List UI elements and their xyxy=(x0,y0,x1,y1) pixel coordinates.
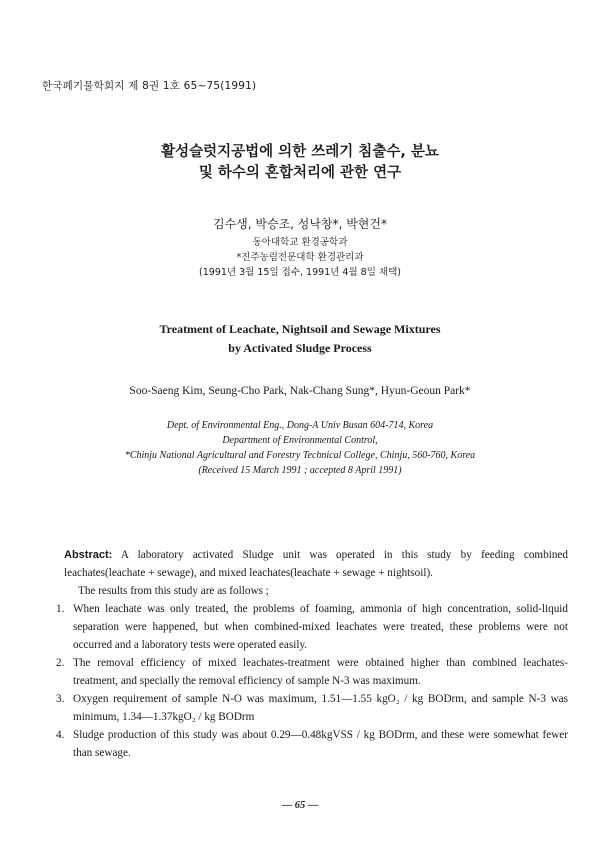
abstract-paragraph xyxy=(64,546,568,582)
abstract-intro: The results from this study are as follows ; xyxy=(78,585,269,597)
english-dates: (Received 15 March 1991 ; accepted 8 April 1991) xyxy=(198,465,402,476)
korean-affil-line-1: 동아대학교 환경공학과 xyxy=(252,237,348,248)
list-item xyxy=(56,690,568,726)
page-number: — 65 — xyxy=(281,800,319,811)
abstract-text: A laboratory activated Sludge unit was operated in this study by feeding combined leachates(leachate + sewage), and mixed leachates(leachate + sewage + nightsoil). xyxy=(64,549,568,579)
korean-title-line-2: 및 하수의 혼합처리에 관한 연구 xyxy=(198,165,402,181)
english-title-line-2: by Activated Sludge Process xyxy=(228,341,372,355)
english-affil-line-1: Dept. of Environmental Eng., Dong-A Univ Busan 604-714, Korea xyxy=(166,420,434,431)
list-item xyxy=(56,654,568,690)
english-affil-line-3: *Chinju National Agricultural and Forestry Technical College, Chinju, 560-760, Korea xyxy=(124,450,476,461)
korean-title-line-1: 활성슬럿지공법에 의한 쓰레기 침출수, 분뇨 xyxy=(161,144,439,160)
list-item-number: 2. xyxy=(56,657,65,669)
list-item-text: The removal efficiency of mixed leachates-treatment were obtained higher than combined leachates-treatment, and specially the removal efficiency of sample N-3 was maximum. xyxy=(73,657,568,687)
list-item-number: 1. xyxy=(56,603,65,615)
list-item-text: Sludge production of this study was about 0.29—0.48kgVSS / kg BODrm, and these were somewhat fewer than sewage. xyxy=(73,729,568,759)
english-affil-line-2: Department of Environmental Control, xyxy=(222,435,378,446)
english-title xyxy=(0,320,600,358)
korean-title xyxy=(0,142,600,184)
list-item-text: When leachate was only treated, the problems of foaming, ammonia of high concentration, solid-liquid separation were happened, but when combined-mixed leachates were treated, these problems were not occurred and a laboratory tests were operated easily. xyxy=(73,603,568,651)
korean-affil-line-2: *진주농림전문대학 환경관리과 xyxy=(236,252,364,263)
results-list xyxy=(56,600,568,762)
list-item xyxy=(56,600,568,654)
english-title-line-1: Treatment of Leachate, Nightsoil and Sewage Mixtures xyxy=(159,322,441,336)
english-affiliations xyxy=(0,418,600,478)
list-item-text: Oxygen requirement of sample N-O was maximum, 1.51—1.55 kgO₂ / kg BODrm, and sample N-3 was minimum, 1.34—1.37kgO₂ / kg BODrm xyxy=(73,693,568,723)
abstract-label: Abstract: xyxy=(64,549,113,561)
list-item-number: 3. xyxy=(56,693,65,705)
abstract xyxy=(56,546,568,762)
korean-dates: (1991년 3월 15일 접수, 1991년 4월 8일 채택) xyxy=(199,267,401,278)
korean-authors: 김수생, 박승조, 성낙창*, 박현건* xyxy=(213,217,387,231)
list-item xyxy=(56,726,568,762)
journal-header: 한국폐기물학회지 제 8권 1호 65~75(1991) xyxy=(42,80,257,92)
korean-affiliations xyxy=(0,235,600,280)
english-authors: Soo-Saeng Kim, Seung-Cho Park, Nak-Chang Sung*, Hyun-Geoun Park* xyxy=(129,385,471,397)
list-item-number: 4. xyxy=(56,729,65,741)
